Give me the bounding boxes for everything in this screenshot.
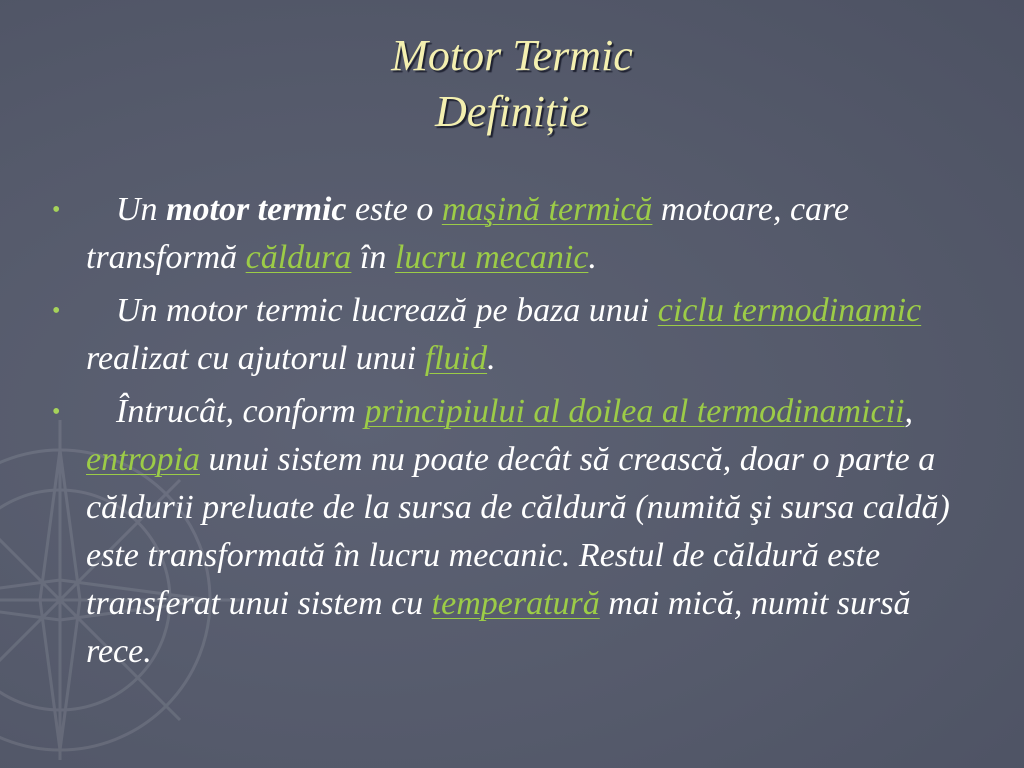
text-run: unui sistem nu poate decât să crească, doar o parte a căldurii preluate de la sursa de căldură (numită şi sursa caldă) este transformată în lucru mecanic. Restul de căldură este transferat unui sistem cu [86, 441, 950, 622]
text-run: este o [346, 191, 442, 228]
text-run: . [487, 340, 496, 377]
bullet-icon: • [52, 298, 61, 324]
slide-title [0, 28, 1024, 140]
text-run: . [588, 239, 597, 276]
bullet-icon: • [52, 399, 61, 425]
title-line-1: Motor Termic [391, 31, 633, 80]
link-ciclu-termodinamic[interactable]: ciclu termodinamic [657, 292, 922, 329]
link-principiul-al-doilea[interactable]: principiului al doilea al termodinamicii [364, 393, 905, 430]
bullet-item-3 [48, 388, 978, 676]
text-run: mai mică, numit sursă rece. [86, 585, 911, 670]
bold-term: motor termic [166, 191, 347, 228]
text-run: , [904, 393, 914, 430]
title-line-2: Definiție [435, 87, 589, 136]
text-run: Întrucât, conform [116, 393, 365, 430]
bullet-item-1 [48, 186, 978, 282]
bullet-item-2 [48, 287, 978, 383]
link-lucru-mecanic[interactable]: lucru mecanic [394, 239, 589, 276]
link-fluid[interactable]: fluid [424, 340, 488, 377]
text-run: realizat cu ajutorul unui [86, 340, 425, 377]
text-run: motoare, care transformă [86, 191, 850, 276]
link-entropia[interactable]: entropia [86, 441, 200, 478]
text-run: Un [116, 191, 167, 228]
link-caldura[interactable]: căldura [245, 239, 352, 276]
link-temperatura[interactable]: temperatură [431, 585, 600, 622]
bullet-list [48, 186, 978, 681]
bullet-icon: • [52, 197, 61, 223]
text-run: Un motor termic lucrează pe baza unui [116, 292, 658, 329]
text-run: în [351, 239, 395, 276]
link-masina-termica[interactable]: maşină termică [441, 191, 653, 228]
